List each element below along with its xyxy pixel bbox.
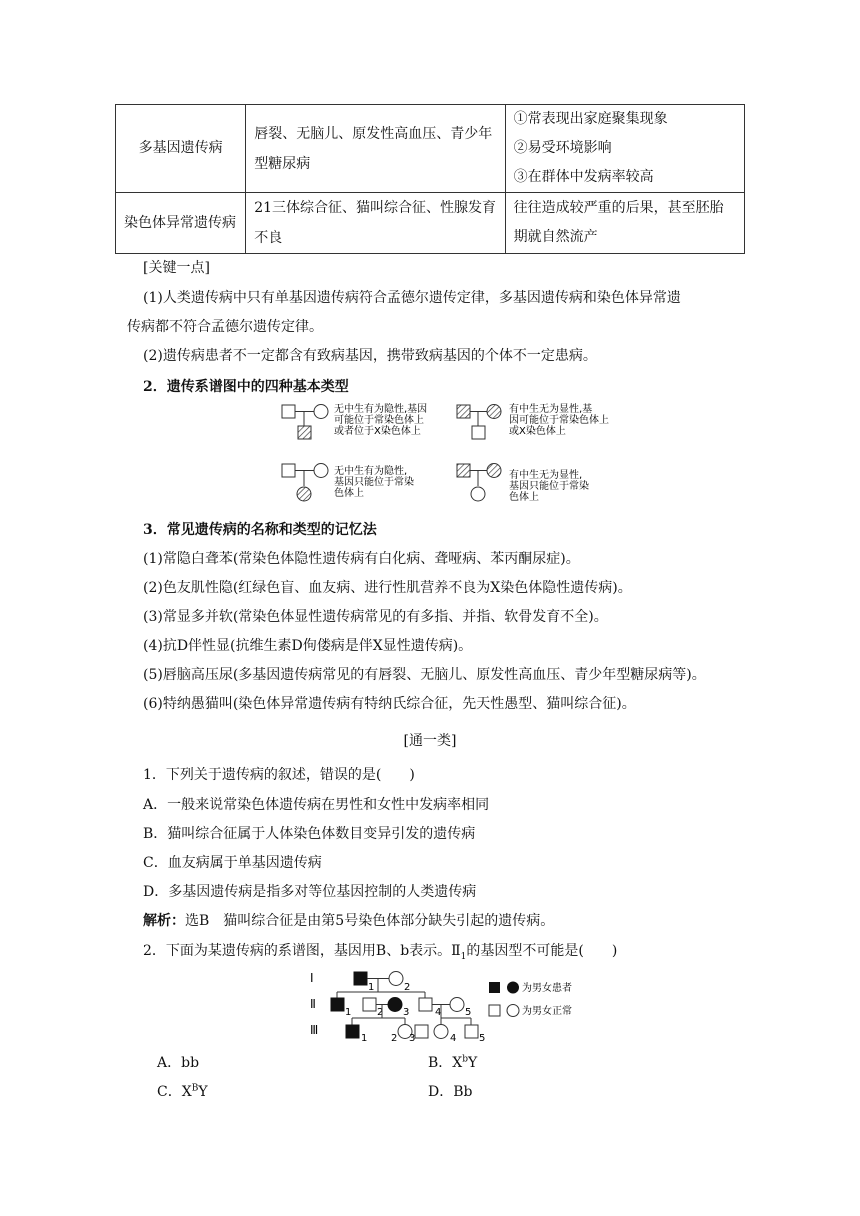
option-text: C．X bbox=[157, 1084, 192, 1100]
table-cell-examples: 21三体综合征、猫叫综合征、性腺发育不良 bbox=[246, 193, 505, 254]
stem-part: 2．下面为某遗传病的系谱图，基因用B、b表示。Ⅱ bbox=[143, 943, 461, 959]
legend-female-normal bbox=[507, 1005, 519, 1017]
analysis-text: 选B 猫叫综合征是由第5号染色体部分缺失引起的遗传病。 bbox=[185, 913, 555, 929]
caption-a1: 无中生有为隐性,基因 bbox=[334, 404, 428, 415]
table-row bbox=[116, 105, 745, 193]
question-2-option-a: A．bb bbox=[157, 1055, 200, 1071]
legend-female-affected bbox=[507, 982, 519, 994]
option-text: Y bbox=[468, 1055, 478, 1071]
mnemonic-6: (6)特纳愚猫叫(染色体异常遗传病有特纳氏综合征，先天性愚型、猫叫综合征)。 bbox=[143, 696, 636, 712]
section-2-heading: 2．遗传系谱图中的四种基本类型 bbox=[143, 379, 349, 395]
analysis-label: 解析： bbox=[143, 913, 185, 929]
caption-b1: 有中生无为显性,基 bbox=[509, 404, 593, 415]
caption-a3: 或者位于X染色体上 bbox=[334, 426, 421, 437]
option-text: Y bbox=[198, 1084, 208, 1100]
mnemonic-2: (2)色友肌性隐(红绿色盲、血友病、进行性肌营养不良为X染色体隐性遗传病)。 bbox=[143, 580, 632, 596]
table-cell-examples: 唇裂、无脑儿、原发性高血压、青少年型糖尿病 bbox=[246, 105, 505, 193]
generation-label: Ⅲ bbox=[310, 1023, 319, 1037]
mnemonic-4: (4)抗D伴性显(抗维生素D佝偻病是伴X显性遗传病)。 bbox=[143, 638, 473, 654]
table-row bbox=[116, 193, 745, 254]
feature-item: ③在群体中发病率较高 bbox=[513, 169, 654, 185]
gen3-male-1 bbox=[346, 1025, 359, 1038]
table-cell-features bbox=[505, 105, 744, 193]
option-text: B．X bbox=[428, 1055, 463, 1071]
individual-number: 5 bbox=[479, 1033, 486, 1043]
option-superscript: B bbox=[191, 1083, 199, 1094]
key-point-heading: [关键一点] bbox=[143, 260, 210, 276]
stem-part: 的基因型不可能是( ) bbox=[466, 943, 618, 959]
individual-number: 2 bbox=[404, 982, 411, 993]
pedigree-type-a bbox=[282, 402, 427, 439]
gen2-male-4 bbox=[419, 998, 432, 1011]
genetic-disease-table bbox=[115, 104, 745, 254]
individual-number: 4 bbox=[435, 1007, 442, 1018]
individual-number: 3 bbox=[403, 1007, 410, 1018]
generation-label: Ⅰ bbox=[310, 971, 314, 985]
caption-c3: 色体上 bbox=[334, 488, 364, 499]
pedigree-type-b bbox=[457, 402, 609, 439]
pedigree-type-c bbox=[282, 464, 414, 502]
question-2-option-c bbox=[157, 1081, 208, 1101]
mnemonic-3: (3)常显多并软(常染色体显性遗传病常见的有多指、并指、软骨发育不全)。 bbox=[143, 609, 608, 625]
key-point-1-cont: 传病都不符合孟德尔遗传定律。 bbox=[127, 319, 323, 335]
caption-d2: 基因只能位于常染 bbox=[509, 481, 589, 492]
stem-subscript: 1 bbox=[460, 951, 467, 962]
generation-label: Ⅱ bbox=[310, 997, 316, 1011]
question-1-option-b: B．猫叫综合征属于人体染色体数目变异引发的遗传病 bbox=[143, 826, 476, 842]
individual-number: 2 bbox=[377, 1007, 384, 1018]
individual-number: 1 bbox=[361, 1033, 368, 1043]
gen1-female-2 bbox=[389, 972, 403, 986]
individual-number: 1 bbox=[368, 982, 375, 993]
caption-d3: 色体上 bbox=[509, 492, 539, 503]
question-1-analysis bbox=[143, 910, 554, 930]
gen2-male-2 bbox=[363, 998, 376, 1011]
legend-normal-label: 为男女正常 bbox=[522, 1006, 572, 1017]
caption-d1: 有中生无为显性, bbox=[509, 470, 583, 481]
key-point-1: (1)人类遗传病中只有单基因遗传病符合孟德尔遗传定律，多基因遗传病和染色体异常遗 bbox=[143, 290, 681, 306]
gen2-female-3 bbox=[388, 998, 402, 1012]
individual-number: 4 bbox=[450, 1033, 457, 1043]
individual-number: 1 bbox=[345, 1007, 352, 1018]
question-1-option-a: A．一般来说常染色体遗传病在男性和女性中发病率相同 bbox=[143, 797, 490, 813]
individual-number: 3 bbox=[409, 1033, 416, 1043]
gen2-female-5 bbox=[450, 998, 464, 1012]
question-2-stem bbox=[143, 940, 617, 962]
gen3-male-5 bbox=[465, 1025, 478, 1038]
practice-heading: [通一类] bbox=[403, 733, 457, 749]
gen1-male-1 bbox=[354, 972, 367, 985]
individual-number: 5 bbox=[465, 1007, 472, 1018]
legend-affected-label: 为男女患者 bbox=[522, 983, 572, 994]
section-3-heading: 3．常见遗传病的名称和类型的记忆法 bbox=[143, 522, 377, 538]
question-1-option-c: C．血友病属于单基因遗传病 bbox=[143, 855, 322, 871]
gen2-male-1 bbox=[331, 998, 344, 1011]
pedigree-legend bbox=[489, 981, 572, 1017]
legend-male-affected bbox=[489, 982, 500, 993]
caption-a2: 可能位于常染色体上 bbox=[334, 415, 424, 426]
caption-b3: 或X染色体上 bbox=[509, 426, 566, 437]
gen3-female-4 bbox=[434, 1025, 448, 1039]
table-cell-type: 多基因遗传病 bbox=[116, 105, 246, 193]
feature-item: ②易受环境影响 bbox=[513, 140, 612, 156]
question-1-stem: 1．下列关于遗传病的叙述，错误的是( ) bbox=[143, 767, 415, 783]
pedigree-types-diagram bbox=[277, 402, 637, 507]
legend-male-normal bbox=[489, 1005, 500, 1016]
table-cell-type: 染色体异常遗传病 bbox=[116, 193, 246, 254]
gen3-male-3 bbox=[415, 1025, 428, 1038]
question-2-option-d: D．Bb bbox=[428, 1084, 473, 1100]
caption-b2: 因可能位于常染色体上 bbox=[509, 415, 609, 426]
mnemonic-1: (1)常隐白聋苯(常染色体隐性遗传病有白化病、聋哑病、苯丙酮尿症)。 bbox=[143, 551, 580, 567]
pedigree-type-d bbox=[457, 464, 589, 504]
mnemonic-5: (5)唇脑高压尿(多基因遗传病常见的有唇裂、无脑儿、原发性高血压、青少年型糖尿病等)。 bbox=[143, 667, 706, 683]
individual-number: 2 bbox=[391, 1033, 398, 1043]
caption-c2: 基因只能位于常染 bbox=[334, 477, 414, 488]
question-1-option-d: D．多基因遗传病是指多对等位基因控制的人类遗传病 bbox=[143, 884, 477, 900]
feature-item: ①常表现出家庭聚集现象 bbox=[513, 111, 668, 127]
option-superscript: b bbox=[462, 1054, 469, 1065]
question-2-pedigree bbox=[307, 968, 607, 1043]
question-2-option-b bbox=[428, 1052, 477, 1072]
caption-c1: 无中生有为隐性, bbox=[334, 466, 408, 477]
key-point-2: (2)遗传病患者不一定都含有致病基因，携带致病基因的个体不一定患病。 bbox=[143, 348, 597, 364]
table-cell-features: 往往造成较严重的后果，甚至胚胎期就自然流产 bbox=[505, 193, 744, 254]
